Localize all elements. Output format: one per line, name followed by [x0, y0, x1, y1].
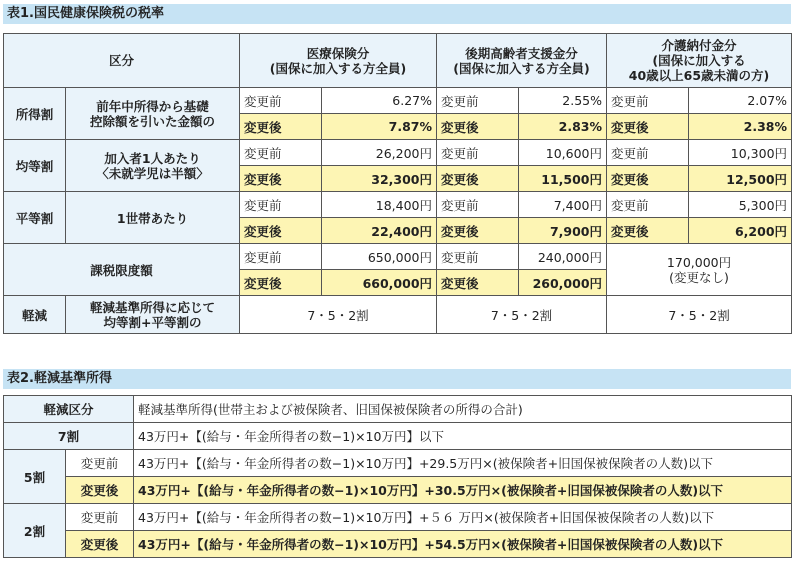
- after-label: 変更後: [240, 270, 322, 296]
- before-label: 変更前: [437, 192, 519, 218]
- after-label: 変更後: [240, 166, 322, 192]
- five-before-value: 43万円+【(給与・年金所得者の数−1)×10万円】+29.5万円×(被保険者+旧国保被保険者の人数)以下: [134, 450, 792, 477]
- two-after-label: 変更後: [66, 531, 134, 558]
- before-label: 変更前: [240, 140, 322, 166]
- five-before-row: [4, 450, 792, 477]
- table1-title: 表1.国民健康保険税の税率: [3, 4, 791, 24]
- keigen-koki: 7・5・2割: [437, 296, 607, 334]
- kubun-header: 区分: [4, 34, 240, 88]
- gendo-kaigo-line2: (変更なし): [669, 269, 729, 285]
- two-label: 2割: [4, 504, 66, 558]
- after-label: 変更後: [437, 218, 519, 244]
- byodo-before-row: [4, 192, 792, 218]
- kaigo-header: [607, 34, 792, 88]
- two-before-value: 43万円+【(給与・年金所得者の数−1)×10万円】+５６ 万円×(被保険者+旧国保被保険者の人数)以下: [134, 504, 792, 531]
- table2-title: 表2.軽減基準所得: [3, 369, 791, 389]
- byodo-koki-before: 7,400円: [519, 192, 607, 218]
- kinto-kaigo-before: 10,300円: [689, 140, 792, 166]
- five-before-label: 変更前: [66, 450, 134, 477]
- kinto-koki-after: 11,500円: [519, 166, 607, 192]
- five-after-row: [4, 477, 792, 504]
- kinto-before-row: [4, 140, 792, 166]
- kinto-category: 均等割: [4, 140, 66, 192]
- table1-header-row: [4, 34, 792, 88]
- byodo-kaigo-before: 5,300円: [689, 192, 792, 218]
- shotoku-desc-line1: 前年中所得から基礎: [96, 98, 209, 114]
- byodo-category: 平等割: [4, 192, 66, 244]
- after-label: 変更後: [607, 218, 689, 244]
- after-label: 変更後: [607, 114, 689, 140]
- keigen-desc-line1: 軽減基準所得に応じて: [90, 299, 216, 315]
- shotoku-kaigo-before: 2.07%: [689, 88, 792, 114]
- before-label: 変更前: [607, 140, 689, 166]
- kinto-iryo-after: 32,300円: [322, 166, 437, 192]
- kinto-desc-line2: 〈未就学児は半額〉: [96, 165, 209, 181]
- keigen-kijun-header: 軽減基準所得(世帯主および被保険者、旧国保被保険者の所得の合計): [134, 396, 792, 423]
- shotoku-desc: [66, 88, 240, 140]
- after-label: 変更後: [607, 166, 689, 192]
- byodo-iryo-after: 22,400円: [322, 218, 437, 244]
- after-label: 変更後: [437, 114, 519, 140]
- after-label: 変更後: [437, 166, 519, 192]
- shotoku-kaigo-after: 2.38%: [689, 114, 792, 140]
- gendo-koki-before: 240,000円: [519, 244, 607, 270]
- five-label: 5割: [4, 450, 66, 504]
- gendo-kaigo: [607, 244, 792, 296]
- kinto-desc: [66, 140, 240, 192]
- gendo-kaigo-line1: 170,000円: [666, 254, 732, 270]
- byodo-koki-after: 7,900円: [519, 218, 607, 244]
- before-label: 変更前: [437, 244, 519, 270]
- shotoku-desc-line2: 控除額を引いた金額の: [90, 113, 216, 129]
- keigen-desc-line2: 均等割+平等割の: [103, 314, 202, 330]
- two-before-row: [4, 504, 792, 531]
- shotoku-koki-after: 2.83%: [519, 114, 607, 140]
- keigen-desc: [66, 296, 240, 334]
- koki-header-line1: 後期高齢者支援金分: [465, 45, 578, 61]
- kinto-desc-line1: 加入者1人あたり: [104, 150, 201, 166]
- byodo-iryo-before: 18,400円: [322, 192, 437, 218]
- iryo-header-line2: (国保に加入する方全員): [269, 60, 407, 76]
- gendo-iryo-before: 650,000円: [322, 244, 437, 270]
- koki-header: [437, 34, 607, 88]
- kinto-kaigo-after: 12,500円: [689, 166, 792, 192]
- after-label: 変更後: [437, 270, 519, 296]
- before-label: 変更前: [437, 88, 519, 114]
- gendo-iryo-after: 660,000円: [322, 270, 437, 296]
- table2-header-row: [4, 396, 792, 423]
- iryo-header: [240, 34, 437, 88]
- after-label: 変更後: [240, 218, 322, 244]
- iryo-header-line1: 医療保険分: [306, 45, 370, 61]
- after-label: 変更後: [240, 114, 322, 140]
- gendo-before-row: [4, 244, 792, 270]
- two-before-label: 変更前: [66, 504, 134, 531]
- two-after-row: [4, 531, 792, 558]
- kaigo-header-line3: 40歳以上65歳未満の方): [628, 68, 770, 83]
- shotoku-iryo-before: 6.27%: [322, 88, 437, 114]
- before-label: 変更前: [240, 88, 322, 114]
- shotoku-iryo-after: 7.87%: [322, 114, 437, 140]
- seven-label: 7割: [4, 423, 134, 450]
- keigen-kaigo: 7・5・2割: [607, 296, 792, 334]
- kinto-koki-before: 10,600円: [519, 140, 607, 166]
- before-label: 変更前: [437, 140, 519, 166]
- two-after-value: 43万円+【(給与・年金所得者の数−1)×10万円】+54.5万円×(被保険者+旧国保被保険者の人数)以下: [134, 531, 792, 558]
- keigen-category: 軽減: [4, 296, 66, 334]
- shotoku-category: 所得割: [4, 88, 66, 140]
- before-label: 変更前: [607, 88, 689, 114]
- reduction-income-table: [3, 395, 792, 558]
- shotoku-koki-before: 2.55%: [519, 88, 607, 114]
- kinto-iryo-before: 26,200円: [322, 140, 437, 166]
- keigen-iryo: 7・5・2割: [240, 296, 437, 334]
- keigen-row: [4, 296, 792, 334]
- five-after-value: 43万円+【(給与・年金所得者の数−1)×10万円】+30.5万円×(被保険者+旧国保被保険者の人数)以下: [134, 477, 792, 504]
- keigen-kubun-header: 軽減区分: [4, 396, 134, 423]
- five-after-label: 変更後: [66, 477, 134, 504]
- koki-header-line2: (国保に加入する方全員): [453, 60, 590, 76]
- before-label: 変更前: [240, 244, 322, 270]
- before-label: 変更前: [240, 192, 322, 218]
- shotoku-before-row: [4, 88, 792, 114]
- gendo-koki-after: 260,000円: [519, 270, 607, 296]
- seven-value: 43万円+【(給与・年金所得者の数−1)×10万円】以下: [134, 423, 792, 450]
- byodo-kaigo-after: 6,200円: [689, 218, 792, 244]
- kaigo-header-line2: (国保に加入する: [652, 53, 746, 68]
- tax-rate-table: [3, 33, 792, 334]
- byodo-desc: 1世帯あたり: [66, 192, 240, 244]
- kaigo-header-line1: 介護納付金分: [661, 38, 737, 53]
- before-label: 変更前: [607, 192, 689, 218]
- seven-row: [4, 423, 792, 450]
- gendo-category: 課税限度額: [4, 244, 240, 296]
